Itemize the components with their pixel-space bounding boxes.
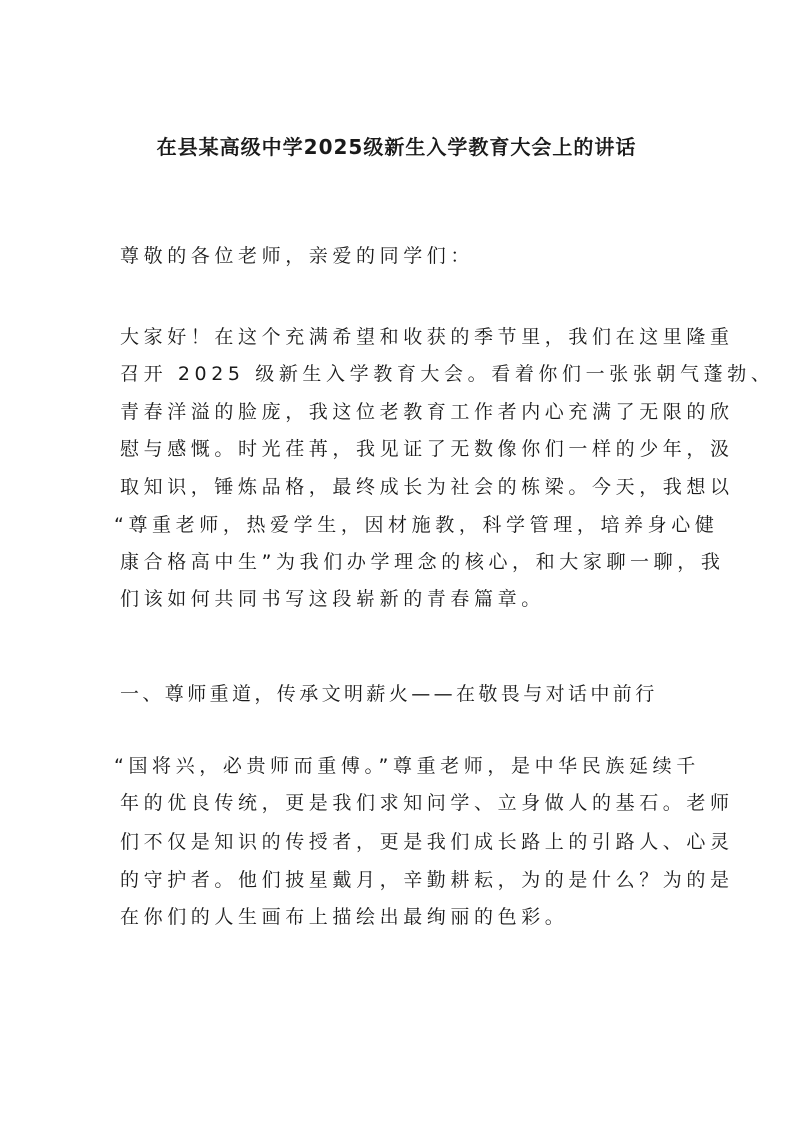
paragraph-line: “国将兴，必贵师而重傅。”尊重老师，是中华民族延续千: [114, 755, 700, 777]
paragraph-line: 的守护者。他们披星戴月，辛勤耕耘，为的是什么？为的是: [120, 869, 734, 891]
section-heading: 一、尊师重道，传承文明薪火——在敬畏与对话中前行: [120, 683, 658, 705]
paragraph-line: 在你们的人生画布上描绘出最绚丽的色彩。: [120, 906, 569, 928]
paragraph-line: 大家好！在这个充满希望和收获的季节里，我们在这里隆重: [120, 326, 734, 348]
paragraph-line: 们不仅是知识的传授者，更是我们成长路上的引路人、心灵: [120, 831, 734, 853]
paragraph-line: 取知识，锤炼品格，最终成长为社会的栋梁。今天，我想以: [120, 476, 734, 498]
document-title: 在县某高级中学2025级新生入学教育大会上的讲话: [156, 135, 637, 159]
paragraph-line: 青春洋溢的脸庞，我这位老教育工作者内心充满了无限的欣: [120, 401, 734, 423]
paragraph-line: 召开 2025 级新生入学教育大会。看着你们一张张朝气蓬勃、: [120, 363, 775, 385]
paragraph-line: 康合格高中生”为我们办学理念的核心，和大家聊一聊，我: [120, 551, 725, 573]
paragraph-line: 慰与感慨。时光荏苒，我见证了无数像你们一样的少年，汲: [120, 438, 734, 460]
salutation: 尊敬的各位老师，亲爱的同学们：: [120, 245, 475, 267]
paragraph-line: 年的优良传统，更是我们求知问学、立身做人的基石。老师: [120, 792, 734, 814]
paragraph-line: 们该如何共同书写这段崭新的青春篇章。: [120, 588, 545, 610]
paragraph-line: “尊重老师，热爱学生，因材施教，科学管理，培养身心健: [114, 514, 719, 536]
